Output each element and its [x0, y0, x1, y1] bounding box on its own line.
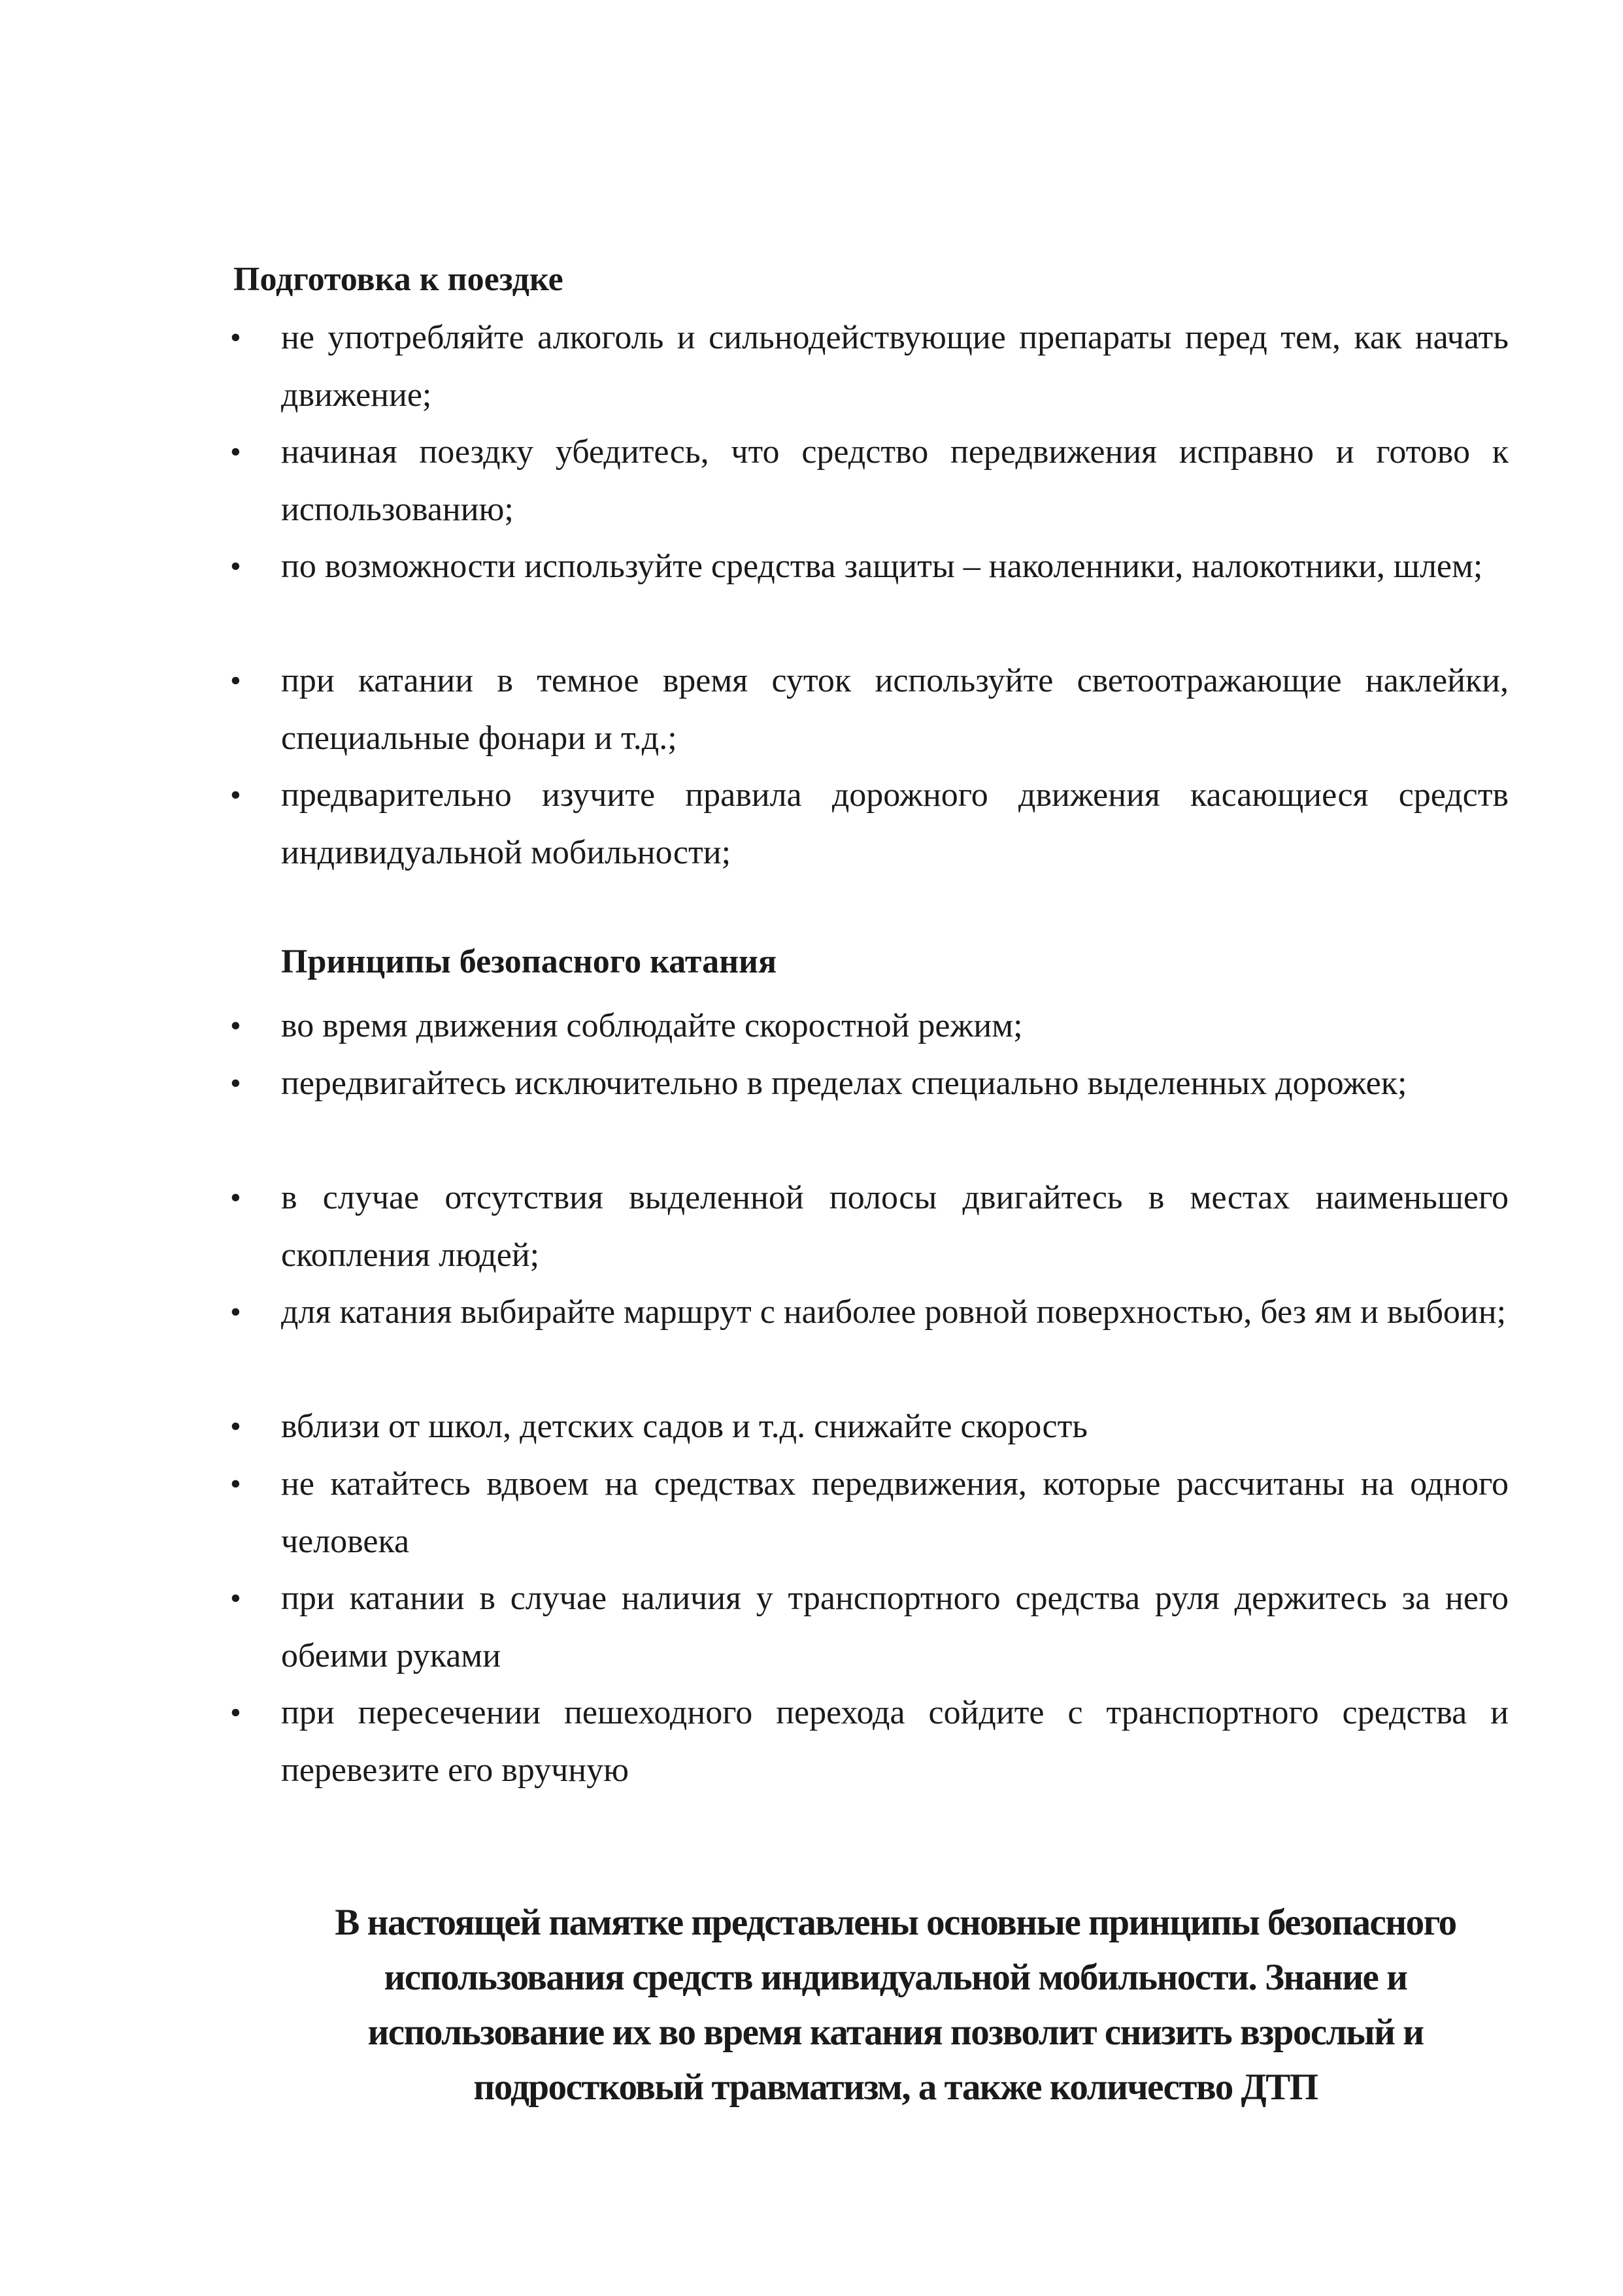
list-item: [0, 309, 1623, 424]
list-item: [0, 1570, 1623, 1684]
bullet-icon: •: [230, 1008, 241, 1043]
list-item: [0, 1169, 1623, 1284]
list-item-text: передвигайтесь исключительно в пределах специально выделенных дорожек;: [281, 1065, 1407, 1102]
list-item-text: при пересечении пешеходного перехода сойдите с транспортного средства и перевезите его вручную: [281, 1694, 1509, 1789]
safe-riding-list: [0, 997, 1623, 1799]
bullet-icon: •: [230, 1066, 241, 1101]
list-item: [0, 767, 1623, 881]
list-item-text: по возможности используйте средства защиты – наколенники, налокотники, шлем;: [281, 548, 1483, 585]
list-item: [0, 1284, 1623, 1398]
section-title-safe-riding: Принципы безопасного катания: [281, 943, 777, 980]
list-item: [0, 424, 1623, 538]
list-item-text: во время движения соблюдайте скоростной режим;: [281, 1007, 1023, 1044]
section-title-preparation: Подготовка к поездке: [233, 261, 563, 298]
bullet-icon: •: [230, 1467, 241, 1501]
list-item: [0, 997, 1623, 1055]
list-item-text: предварительно изучите правила дорожного движения касающиеся средств индивидуальной мобильности;: [281, 776, 1509, 871]
preparation-list: [0, 309, 1623, 881]
bullet-icon: •: [230, 320, 241, 355]
list-item-text: для катания выбирайте маршрут с наиболее ровной поверхностью, без ям и выбоин;: [281, 1293, 1507, 1331]
list-item-text: начиная поездку убедитесь, что средство передвижения исправно и готово к использованию;: [281, 433, 1509, 528]
bullet-icon: •: [230, 1695, 241, 1730]
bullet-icon: •: [230, 663, 241, 698]
bullet-icon: •: [230, 1295, 241, 1329]
list-item: [0, 538, 1623, 652]
list-item-text: при катании в темное время суток используйте светоотражающие наклейки, специальные фонари и т.д.;: [281, 662, 1509, 757]
list-item: [0, 1055, 1623, 1169]
list-item: [0, 1684, 1623, 1799]
bullet-icon: •: [230, 1180, 241, 1215]
bullet-icon: •: [230, 1409, 241, 1444]
list-item-text: в случае отсутствия выделенной полосы двигайтесь в местах наименьшего скопления людей;: [281, 1179, 1509, 1274]
list-item-text: при катании в случае наличия у транспортного средства руля держитесь за него обеими руками: [281, 1580, 1509, 1674]
list-item: [0, 1456, 1623, 1570]
list-item: [0, 1398, 1623, 1456]
bullet-icon: •: [230, 1581, 241, 1616]
list-item-text: вблизи от школ, детских садов и т.д. снижайте скорость: [281, 1408, 1088, 1445]
bullet-icon: •: [230, 435, 241, 469]
bullet-icon: •: [230, 549, 241, 584]
bullet-icon: •: [230, 778, 241, 812]
list-item-text: не употребляйте алкоголь и сильнодействующие препараты перед тем, как начать движение;: [281, 319, 1509, 414]
closing-statement: В настоящей памятке представлены основные принципы безопасного использования средств индивидуальной мобильности. Знание и использование их во время катания позволит снизить взрослый и подростковый травматизм, а также количество ДТП: [335, 1902, 1456, 2108]
list-item-text: не катайтесь вдвоем на средствах передвижения, которые рассчитаны на одного человека: [281, 1465, 1509, 1560]
list-item: [0, 652, 1623, 767]
